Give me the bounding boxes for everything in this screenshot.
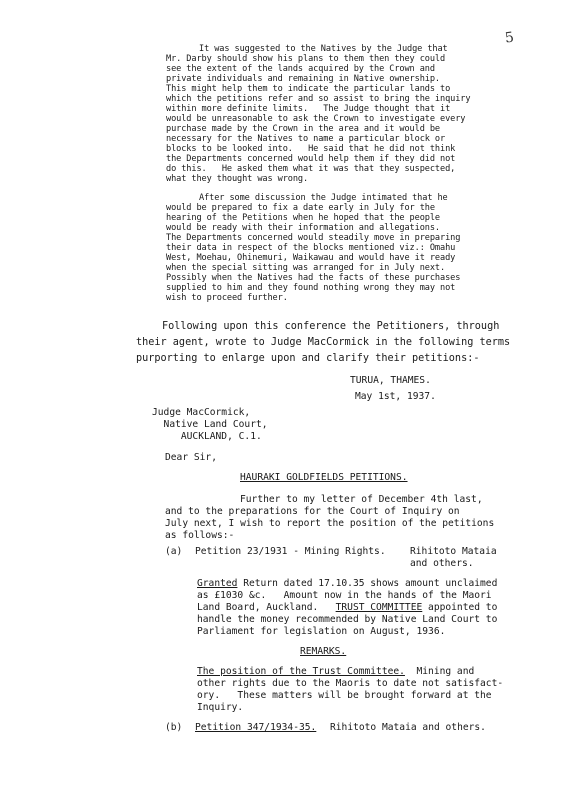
letter-place: TURUA, THAMES. — [350, 375, 431, 386]
text-line: After some discussion the Judge intimated that he — [199, 193, 448, 203]
remarks-line: The position of the Trust Committee. Mining and — [197, 666, 475, 677]
petitioner-name: Rihitoto Mataia — [410, 546, 497, 557]
text-line: necessary for the Natives to name a particular block or — [166, 134, 446, 144]
petitioner-name: Rihitoto Mataia and others. — [330, 722, 486, 733]
letter-date: May 1st, 1937. — [355, 391, 436, 402]
text-line: blocks to be looked into. He said that he did not think — [166, 144, 456, 154]
remarks-line: ory. These matters will be brought forward at the — [197, 690, 492, 701]
petition-title: Petition 23/1931 - Mining Rights. — [195, 546, 386, 557]
text-line: private individuals and remaining in Native ownership. — [166, 74, 440, 84]
text-line: the Departments concerned would help them if they did not — [166, 154, 456, 164]
intro-line: as follows:- — [165, 530, 235, 541]
text-line: This might help them to indicate the particular lands to — [166, 84, 451, 94]
granted-label: Granted — [197, 578, 238, 589]
remarks-line: other rights due to the Maoris to date not satisfact- — [197, 678, 504, 689]
granted-line: Parliament for legislation on August, 1936. — [197, 626, 446, 637]
letter-subject: HAURAKI GOLDFIELDS PETITIONS. — [240, 472, 408, 483]
page-number: 5 — [503, 29, 515, 47]
text-line: their data in respect of the blocks mentioned viz.: Omahu — [166, 243, 456, 253]
intro-line: July next, I wish to report the position of the petitions — [165, 518, 495, 529]
text-line: within more definite limits. The Judge thought that it — [166, 104, 451, 114]
addressee-line: Judge MacCormick, — [152, 407, 251, 418]
text-line: Mr. Darby should show his plans to them then they could — [166, 54, 446, 64]
granted-line: Granted Return dated 17.10.35 shows amount unclaimed — [197, 578, 498, 589]
intro-line: Further to my letter of December 4th last, — [240, 494, 483, 505]
text-line: when the special sitting was arranged for in July next. — [166, 263, 446, 273]
addressee-line: AUCKLAND, C.1. — [152, 431, 262, 442]
item-marker: (a) — [165, 546, 183, 557]
remarks-heading: REMARKS. — [300, 646, 347, 657]
addressee-line: Native Land Court, — [152, 419, 268, 430]
intro-line: and to the preparations for the Court of Inquiry on — [165, 506, 460, 517]
text-line: West, Moehau, Ohinemuri, Waikawau and would have it ready — [166, 253, 456, 263]
remarks-line: Inquiry. — [197, 702, 244, 713]
text-line: hearing of the Petitions when he hoped that the people — [166, 213, 440, 223]
salutation: Dear Sir, — [165, 452, 217, 463]
text-line: wish to proceed further. — [166, 293, 288, 303]
text-line: Possibly when the Natives had the facts of these purchases — [166, 273, 461, 283]
text-line: would be ready with their information and allegations. — [166, 223, 440, 233]
item-marker: (b) — [165, 722, 183, 733]
text-line: which the petitions refer and so assist to bring the inquiry — [166, 94, 471, 104]
text-line: see the extent of the lands acquired by the Crown and — [166, 64, 435, 74]
text-line: It was suggested to the Natives by the Judge that — [199, 44, 448, 54]
text-line: what they thought was wrong. — [166, 174, 309, 184]
remarks-label: The position of the Trust Committee. — [197, 666, 405, 677]
text-line: their agent, wrote to Judge MacCormick in the following terms — [136, 337, 511, 348]
text-line: purporting to enlarge upon and clarify their petitions:- — [136, 353, 480, 364]
text-line: Following upon this conference the Petitioners, through — [162, 321, 500, 332]
granted-line: Land Board, Auckland. TRUST COMMITTEE appointed to — [197, 602, 498, 613]
text-line: do this. He asked them what it was that they suspected, — [166, 164, 456, 174]
petitioner-name: and others. — [410, 558, 474, 569]
granted-line: as £1030 &c. Amount now in the hands of the Maori — [197, 590, 492, 601]
granted-line: handle the money recommended by Native Land Court to — [197, 614, 498, 625]
petition-title: Petition 347/1934-35. — [195, 722, 317, 733]
text-line: purchase made by the Crown in the area and it would be — [166, 124, 440, 134]
text-line: The Departments concerned would steadily move in preparing — [166, 233, 461, 243]
text-line: would be prepared to fix a date early in July for the — [166, 203, 435, 213]
text-line: would be unreasonable to ask the Crown to investigate every — [166, 114, 466, 124]
trust-committee-label: TRUST COMMITTEE — [335, 602, 423, 613]
text-line: supplied to him and they found nothing wrong they may not — [166, 283, 456, 293]
